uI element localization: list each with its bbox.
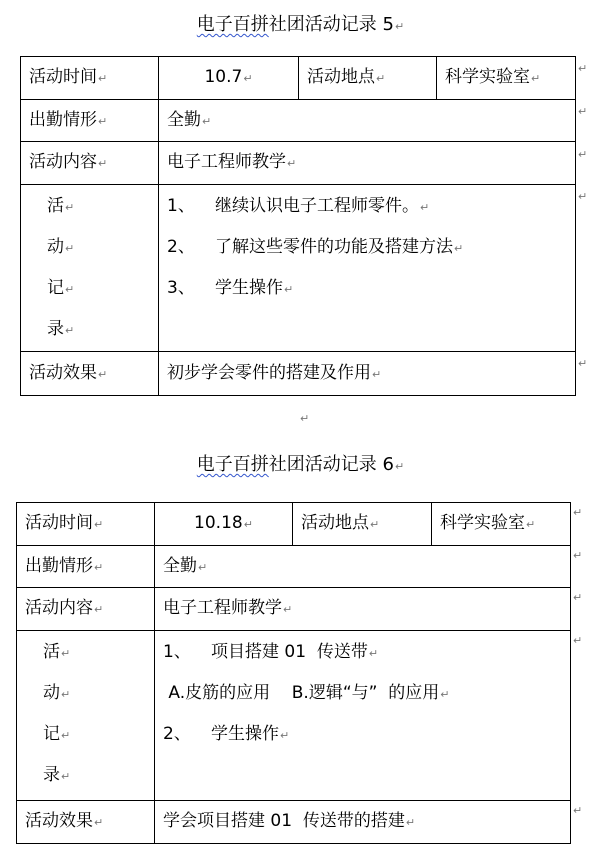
title-underlined-text: 电子百拼 bbox=[196, 454, 269, 475]
paragraph-mark: ↵ bbox=[394, 460, 405, 473]
attendance-label: 出勤情形↵ bbox=[21, 100, 159, 142]
record-label: 活↵ 动↵ 记↵ 录↵ bbox=[17, 631, 155, 801]
attendance-value: 全勤↵ bbox=[159, 100, 576, 142]
place-label: 活动地点↵ bbox=[299, 57, 437, 100]
row-end-mark: ↵ bbox=[573, 549, 583, 562]
effect-value: 初步学会零件的搭建及作用↵ bbox=[159, 352, 576, 396]
time-label: 活动时间↵ bbox=[21, 57, 159, 100]
place-value: 科学实验室↵ bbox=[432, 503, 571, 546]
row-end-mark: ↵ bbox=[578, 190, 588, 203]
row-end-mark: ↵ bbox=[573, 506, 583, 519]
effect-value: 学会项目搭建 01 传送带的搭建↵ bbox=[155, 801, 571, 844]
list-item: 2、 学生操作↵ bbox=[163, 724, 290, 744]
place-value: 科学实验室↵ bbox=[437, 57, 576, 100]
list-item: 1、 继续认识电子工程师零件。↵ bbox=[167, 196, 430, 216]
list-item: 3、 学生操作↵ bbox=[167, 278, 294, 298]
title-text: 社团活动记录 6 bbox=[268, 454, 394, 475]
record-label: 活↵ 动↵ 记↵ 录↵ bbox=[21, 185, 159, 352]
content-label: 活动内容↵ bbox=[17, 588, 155, 631]
time-value: 10.18↵ bbox=[155, 503, 293, 546]
effect-label: 活动效果↵ bbox=[17, 801, 155, 844]
row-end-mark: ↵ bbox=[578, 148, 588, 161]
row-end-mark: ↵ bbox=[573, 804, 583, 817]
content-value: 电子工程师教学↵ bbox=[159, 142, 576, 185]
row-end-mark: ↵ bbox=[578, 105, 588, 118]
row-end-mark: ↵ bbox=[578, 62, 588, 75]
row-end-mark: ↵ bbox=[578, 357, 588, 370]
list-item: 1、 项目搭建 01 传送带↵ bbox=[163, 642, 379, 662]
place-label: 活动地点↵ bbox=[293, 503, 432, 546]
row-end-mark: ↵ bbox=[573, 634, 583, 647]
title-underlined-text: 电子百拼 bbox=[196, 14, 269, 35]
record-6-table bbox=[16, 502, 571, 844]
attendance-label: 出勤情形↵ bbox=[17, 546, 155, 588]
list-item: 2、 了解这些零件的功能及搭建方法↵ bbox=[167, 237, 464, 257]
attendance-value: 全勤↵ bbox=[155, 546, 571, 588]
paragraph-mark: ↵ bbox=[394, 20, 405, 33]
record-items bbox=[159, 185, 576, 352]
effect-label: 活动效果↵ bbox=[21, 352, 159, 396]
record-5-title bbox=[0, 10, 601, 36]
time-value: 10.7↵ bbox=[159, 57, 299, 100]
record-6-title bbox=[0, 450, 601, 476]
paragraph-mark: ↵ bbox=[300, 412, 310, 425]
list-item: A.皮筋的应用 B.逻辑“与” 的应用↵ bbox=[163, 683, 450, 703]
row-end-mark: ↵ bbox=[573, 591, 583, 604]
title-text: 社团活动记录 5 bbox=[268, 14, 394, 35]
record-items bbox=[155, 631, 571, 801]
record-5-table bbox=[20, 56, 576, 396]
content-label: 活动内容↵ bbox=[21, 142, 159, 185]
time-label: 活动时间↵ bbox=[17, 503, 155, 546]
content-value: 电子工程师教学↵ bbox=[155, 588, 571, 631]
